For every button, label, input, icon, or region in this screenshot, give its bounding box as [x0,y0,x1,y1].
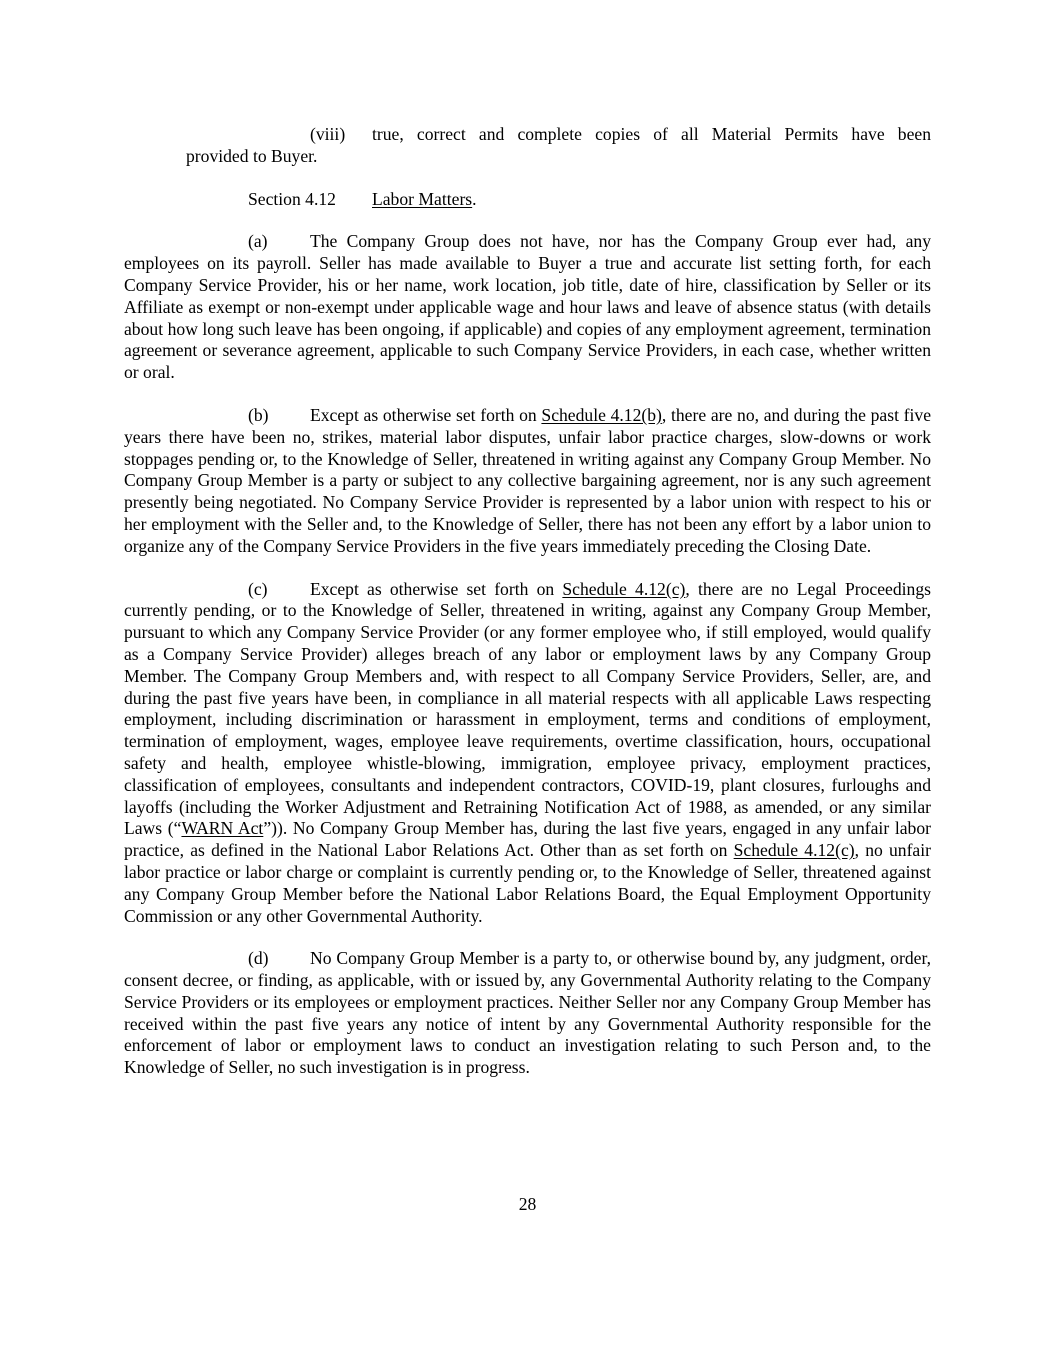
paragraph-b-label: (b) [248,404,269,425]
section-title: Labor Matters [372,188,473,209]
schedule-4-12-c-reference: Schedule 4.12(c) [562,578,686,599]
paragraph-c-text-mid: , there are no Legal Proceedings currently pending, or to the Knowledge of Seller, threatened in writing, against any Company Group Member, pursuant to which any Company Service Provider (or any former employee who, if still employed, would qualify as a Company Service Provider) alleges breach of any labor or employment laws by any Company Group Member. The Company Group Members and, with respect to all Company Service Providers, Seller, are, and during the past five years have been, in compliance in all material respects with all applicable Laws respecting employment, including discrimination or harassment in employment, terms and conditions of employment, termination of employment, wages, employee leave requirements, overtime classification, hours, occupational safety and health, employee whistle-blowing, immigration, employee privacy, employment practices, classification of employees, consultants and independent contractors, COVID-19, plant closures, furloughs and layoffs (including the Worker Adjustment and Retraining Notification Act of 1988, as amended, or any similar Laws (“ [124,578,931,839]
paragraph-c-text-mid2: ”)). No Company Group Member has, during the last five years, engaged in any unfair labor practice, as defined in the National Labor Relations Act. Other than as set forth on [124,818,931,861]
document-page [124,124,931,1079]
paragraph-d [124,948,931,1079]
page-number: 28 [518,1194,537,1214]
clause-item-viii-number: (viii) [310,124,346,144]
schedule-4-12-b-reference: Schedule 4.12(b) [541,404,662,425]
paragraph-a-label: (a) [248,231,268,252]
section-heading [124,189,931,211]
paragraph-b-text-pre: Except as otherwise set forth on [310,404,542,425]
paragraph-c [124,579,931,928]
paragraph-b-text-post: , there are no, and during the past five years there have been no, strikes, material labor disputes, unfair labor practice charges, slow-downs or work stoppages pending or, to the Knowledge of Seller, threatened in writing against any Company Group Member. No Company Group Member is a party or subject to any collective bargaining agreement, nor is any such agreement presently being negotiated. No Company Service Provider is represented by a labor union with respect to his or her employment with the Seller and, to the Knowledge of Seller, there has not been any effort by a labor union to organize any of the Company Service Providers in the five years immediately preceding the Closing Date. [124,404,931,556]
paragraph-b [124,405,931,558]
clause-item-viii-text: true, correct and complete copies of all Material Permits have been [372,124,931,144]
clause-item-viii-first-line [186,124,931,146]
section-title-suffix: . [472,188,477,209]
paragraph-a-text: The Company Group does not have, nor has the Company Group ever had, any employees on its payroll. Seller has made available to Buyer a true and accurate list setting forth, for each Company Service Provider, his or her name, work location, job title, date of hire, classification by Seller or its Affiliate as exempt or non-exempt under applicable wage and hour laws and leave of absence status (with details about how long such leave has been ongoing, if applicable) and copies of any employment agreement, termination agreement or severance agreement, applicable to such Company Service Providers, in each case, whether written or oral. [124,231,931,383]
paragraph-d-label: (d) [248,948,269,969]
warn-act-defined-term: WARN Act [181,818,264,839]
paragraph-c-text-post: , no unfair labor practice or labor charge or complaint is currently pending or, to the Knowledge of Seller, threatened against any Company Group Member before the National Labor Relations Board, the Equal Employment Opportunity Commission or any other Governmental Authority. [124,840,931,926]
paragraph-c-label: (c) [248,578,268,599]
schedule-4-12-c-reference-second: Schedule 4.12(c) [733,840,855,861]
paragraph-c-text-pre: Except as otherwise set forth on [310,578,563,599]
section-number: Section 4.12 [248,188,336,209]
paragraph-d-text: No Company Group Member is a party to, or otherwise bound by, any judgment, order, consent decree, or finding, as applicable, with or issued by, any Governmental Authority relating to the Company Service Providers or its employees or employment practices. Neither Seller nor any Company Group Member has received within the past five years any notice of intent by any Governmental Authority responsible for the enforcement of labor or employment laws to conduct an investigation relating to such Person and, to the Knowledge of Seller, no such investigation is in progress. [124,948,931,1078]
paragraph-a [124,231,931,384]
section-title-wrap [372,189,477,211]
clause-item-viii-continuation: provided to Buyer. [186,145,318,166]
clause-item-viii [124,124,931,168]
